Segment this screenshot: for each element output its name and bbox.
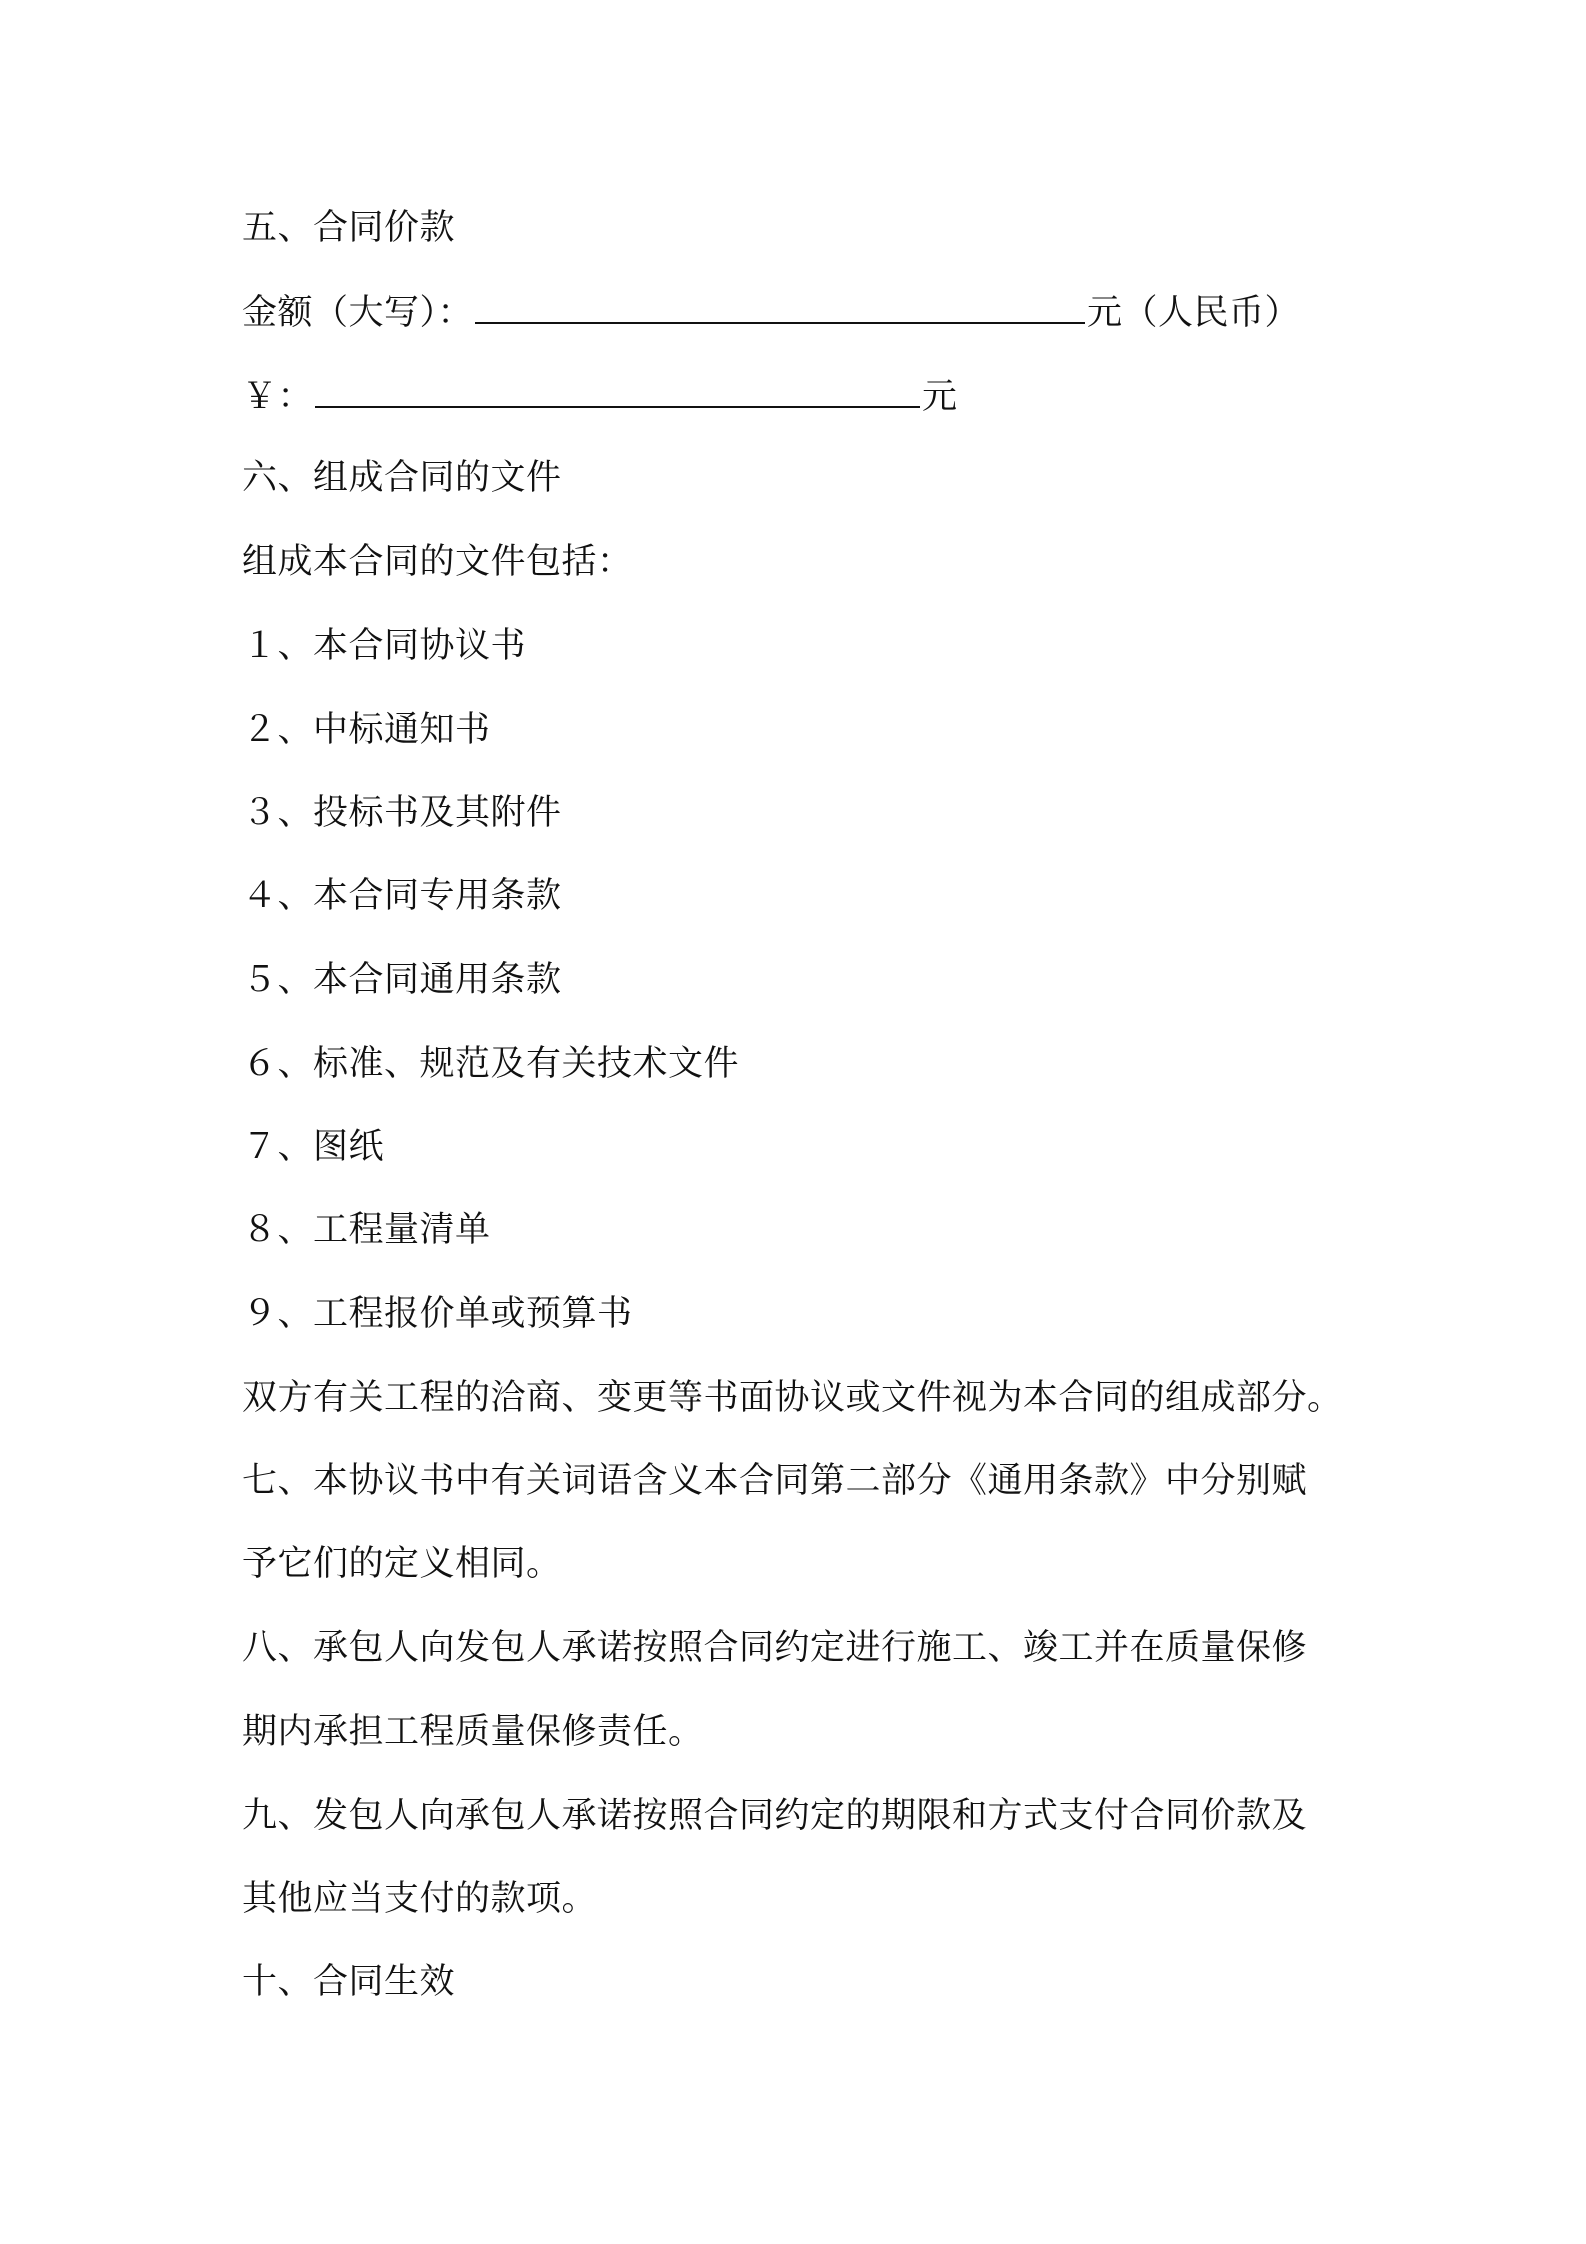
section-10-heading: 十、合同生效 xyxy=(242,1962,456,2002)
document-list-item: ５、本合同通用条款 xyxy=(242,960,562,1000)
amount-words-row xyxy=(242,290,1300,335)
document-list-item: ６、标准、规范及有关技术文件 xyxy=(242,1044,740,1084)
section-9-line-2: 其他应当支付的款项。 xyxy=(242,1879,598,1919)
amount-figures-blank[interactable] xyxy=(315,374,920,408)
document-list-item: ８、工程量清单 xyxy=(242,1210,491,1250)
amount-figures-label: ￥： xyxy=(242,377,314,417)
document-list-item: ７、图纸 xyxy=(242,1127,385,1167)
document-list-item: １、本合同协议书 xyxy=(242,626,527,666)
document-list-item: ３、投标书及其附件 xyxy=(242,793,562,833)
amount-words-unit: 元（人民币） xyxy=(1087,293,1301,333)
amount-words-label: 金额（大写）： xyxy=(242,293,474,333)
section-6-heading: 六、组成合同的文件 xyxy=(242,458,562,498)
amount-figures-unit: 元 xyxy=(922,377,958,417)
section-7-line-2: 予它们的定义相同。 xyxy=(242,1544,562,1584)
document-list-item: ２、中标通知书 xyxy=(242,710,491,750)
section-7-line-1: 七、本协议书中有关词语含义本合同第二部分《通用条款》中分别赋 xyxy=(242,1461,1308,1501)
document-list-item: ４、本合同专用条款 xyxy=(242,876,562,916)
amount-figures-row xyxy=(242,374,958,419)
section-6-intro: 组成本合同的文件包括： xyxy=(242,542,633,582)
document-list-item: ９、工程报价单或预算书 xyxy=(242,1294,633,1334)
section-8-line-2: 期内承担工程质量保修责任。 xyxy=(242,1712,704,1752)
section-6-note: 双方有关工程的洽商、变更等书面协议或文件视为本合同的组成部分。 xyxy=(242,1378,1343,1418)
section-8-line-1: 八、承包人向发包人承诺按照合同约定进行施工、竣工并在质量保修 xyxy=(242,1628,1308,1668)
section-9-line-1: 九、发包人向承包人承诺按照合同约定的期限和方式支付合同价款及 xyxy=(242,1796,1308,1836)
amount-words-blank[interactable] xyxy=(475,290,1085,324)
section-5-heading: 五、合同价款 xyxy=(242,208,456,248)
